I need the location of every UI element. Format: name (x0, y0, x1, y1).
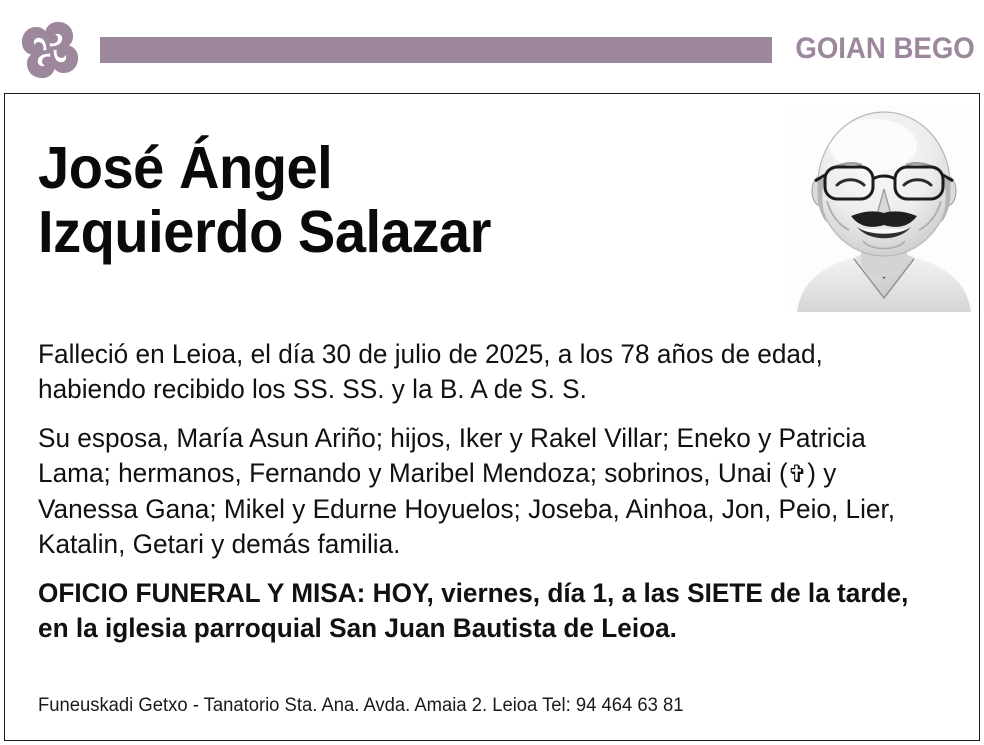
paragraph-funeral-service: OFICIO FUNERAL Y MISA: HOY, viernes, día 1, a las SIETE de la tarde, en la iglesia parroquial San Juan Bautista de Leioa. (38, 578, 909, 643)
notice-header (0, 0, 984, 93)
paragraph-death-details: Falleció en Leioa, el día 30 de julio de 2025, a los 78 años de edad, habiendo recibido los SS. SS. y la B. A de S. S. (38, 339, 823, 404)
family-text-after-cross: ) y Vanessa Gana; Mikel y Edurne Hoyuelos; Joseba, Ainhoa, Jon, Peio, Lier, Katalin, Getari y demás familia. (38, 458, 896, 559)
paragraph-family (38, 421, 930, 562)
deceased-portrait-photo (791, 105, 977, 312)
deceased-cross-icon: ✞ (787, 460, 808, 488)
notice-body-panel (4, 93, 980, 741)
deceased-given-name: José Ángel (38, 135, 333, 201)
family-text-before-cross: Su esposa, María Asun Ariño; hijos, Iker y Rakel Villar; Eneko y Patricia Lama; hermanos, Fernando y Maribel Mendoza; sobrinos, Unai ( (38, 423, 866, 488)
lauburu-basque-cross-icon (14, 14, 86, 82)
funeral-home-footer: Funeuskadi Getxo - Tanatorio Sta. Ana. Avda. Amaia 2. Leioa Tel: 94 464 63 81 (38, 695, 684, 716)
notice-text (38, 337, 958, 646)
header-accent-bar (100, 37, 772, 63)
deceased-name (38, 136, 778, 264)
goian-bego-motto: GOIAN BEGO (795, 32, 975, 65)
deceased-surname: Izquierdo Salazar (38, 199, 491, 265)
